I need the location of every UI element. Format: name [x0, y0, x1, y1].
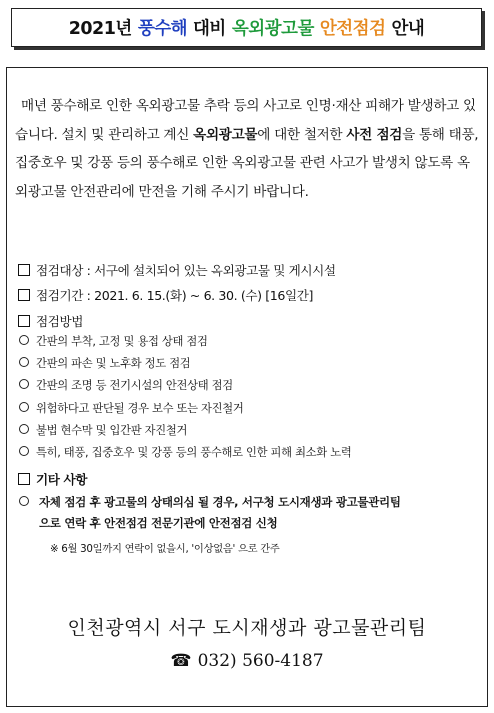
organization-name: 인천광역시 서구 도시재생과 광고물관리팀: [67, 617, 427, 639]
etc-heading-text: 기타 사항: [36, 472, 88, 487]
circle-bullet-icon: [19, 335, 29, 345]
phone-number: 032) 560-4187: [197, 651, 324, 671]
intro-text-2: 에 대한 철저한: [257, 126, 347, 143]
method-heading: [18, 311, 83, 330]
checkbox-square-icon: [18, 289, 30, 301]
checkbox-square-icon: [18, 264, 30, 276]
target-line: [18, 260, 336, 279]
title-notice: 안내: [391, 19, 425, 39]
title-disaster: 풍수해: [137, 19, 188, 39]
method-list: [19, 333, 351, 466]
list-item: 간판의 파손 및 노후화 정도 점검: [19, 355, 351, 377]
etc-line-1: 자체 점검 후 광고물의 상태의심 될 경우, 서구청 도시재생과 광고물관리팀: [39, 495, 401, 509]
circle-bullet-icon: [19, 379, 29, 389]
intro-text-3: 을 통해 태풍, 집중호우 및 강풍 등의 풍수해로 인한 옥외광고물 관련 사고가 발생치 않도록 옥외광고물 안전관리에 만전을 기해 주시기 바랍니다.: [15, 126, 479, 200]
telephone-icon: ☎: [170, 651, 192, 671]
list-item: 위험하다고 판단될 경우 보수 또는 자진철거: [19, 400, 351, 422]
list-item: 특히, 태풍, 집중호우 및 강풍 등의 풍수해로 인한 피해 최소화 노력: [19, 444, 351, 466]
circle-bullet-icon: [19, 424, 29, 434]
circle-bullet-icon: [19, 402, 29, 412]
period-line: [18, 285, 313, 304]
circle-bullet-icon: [19, 357, 29, 367]
checkbox-square-icon: [18, 315, 30, 327]
list-item: 불법 현수막 및 입간판 자진철거: [19, 422, 351, 444]
title-year: 2021년: [68, 19, 132, 39]
circle-bullet-icon: [19, 496, 29, 506]
intro-bold-precheck: 사전 점검: [346, 126, 403, 143]
etc-line-2: 으로 연락 후 안전점검 전문기관에 안전점검 신청: [39, 516, 278, 530]
etc-heading: [18, 469, 87, 488]
note-text: ※ 6월 30일까지 연락이 없을시, '이상없음' 으로 간주: [50, 543, 280, 555]
target-text: 점검대상 : 서구에 설치되어 있는 옥외광고물 및 게시시설: [36, 263, 336, 278]
phone-line: [7, 651, 487, 671]
period-text: 점검기간 : 2021. 6. 15.(화) ~ 6. 30. (수) [16일간]: [36, 288, 313, 303]
intro-bold-signage: 옥외광고물: [193, 126, 258, 143]
title-safety-check: 안전점검: [319, 19, 386, 39]
notice-body: [6, 67, 488, 707]
title-prep: 대비: [193, 19, 226, 39]
checkbox-square-icon: [18, 473, 30, 485]
list-item: 간판의 부착, 고정 및 용접 상태 점검: [19, 333, 351, 355]
intro-paragraph: [15, 92, 481, 206]
title-signage: 옥외광고물: [231, 19, 314, 39]
list-item: 간판의 조명 등 전기시설의 안전상태 점검: [19, 377, 351, 399]
page-title: [11, 8, 482, 47]
method-heading-text: 점검방법: [36, 314, 84, 329]
intro-text-1: 매년 풍수해로 인한 옥외광고물 추락 등의 사고로 인명·재산 피해가 발생하고 있습니다. 설치 및 관리하고 계신: [15, 98, 476, 143]
etc-item: [19, 492, 481, 534]
circle-bullet-icon: [19, 446, 29, 456]
